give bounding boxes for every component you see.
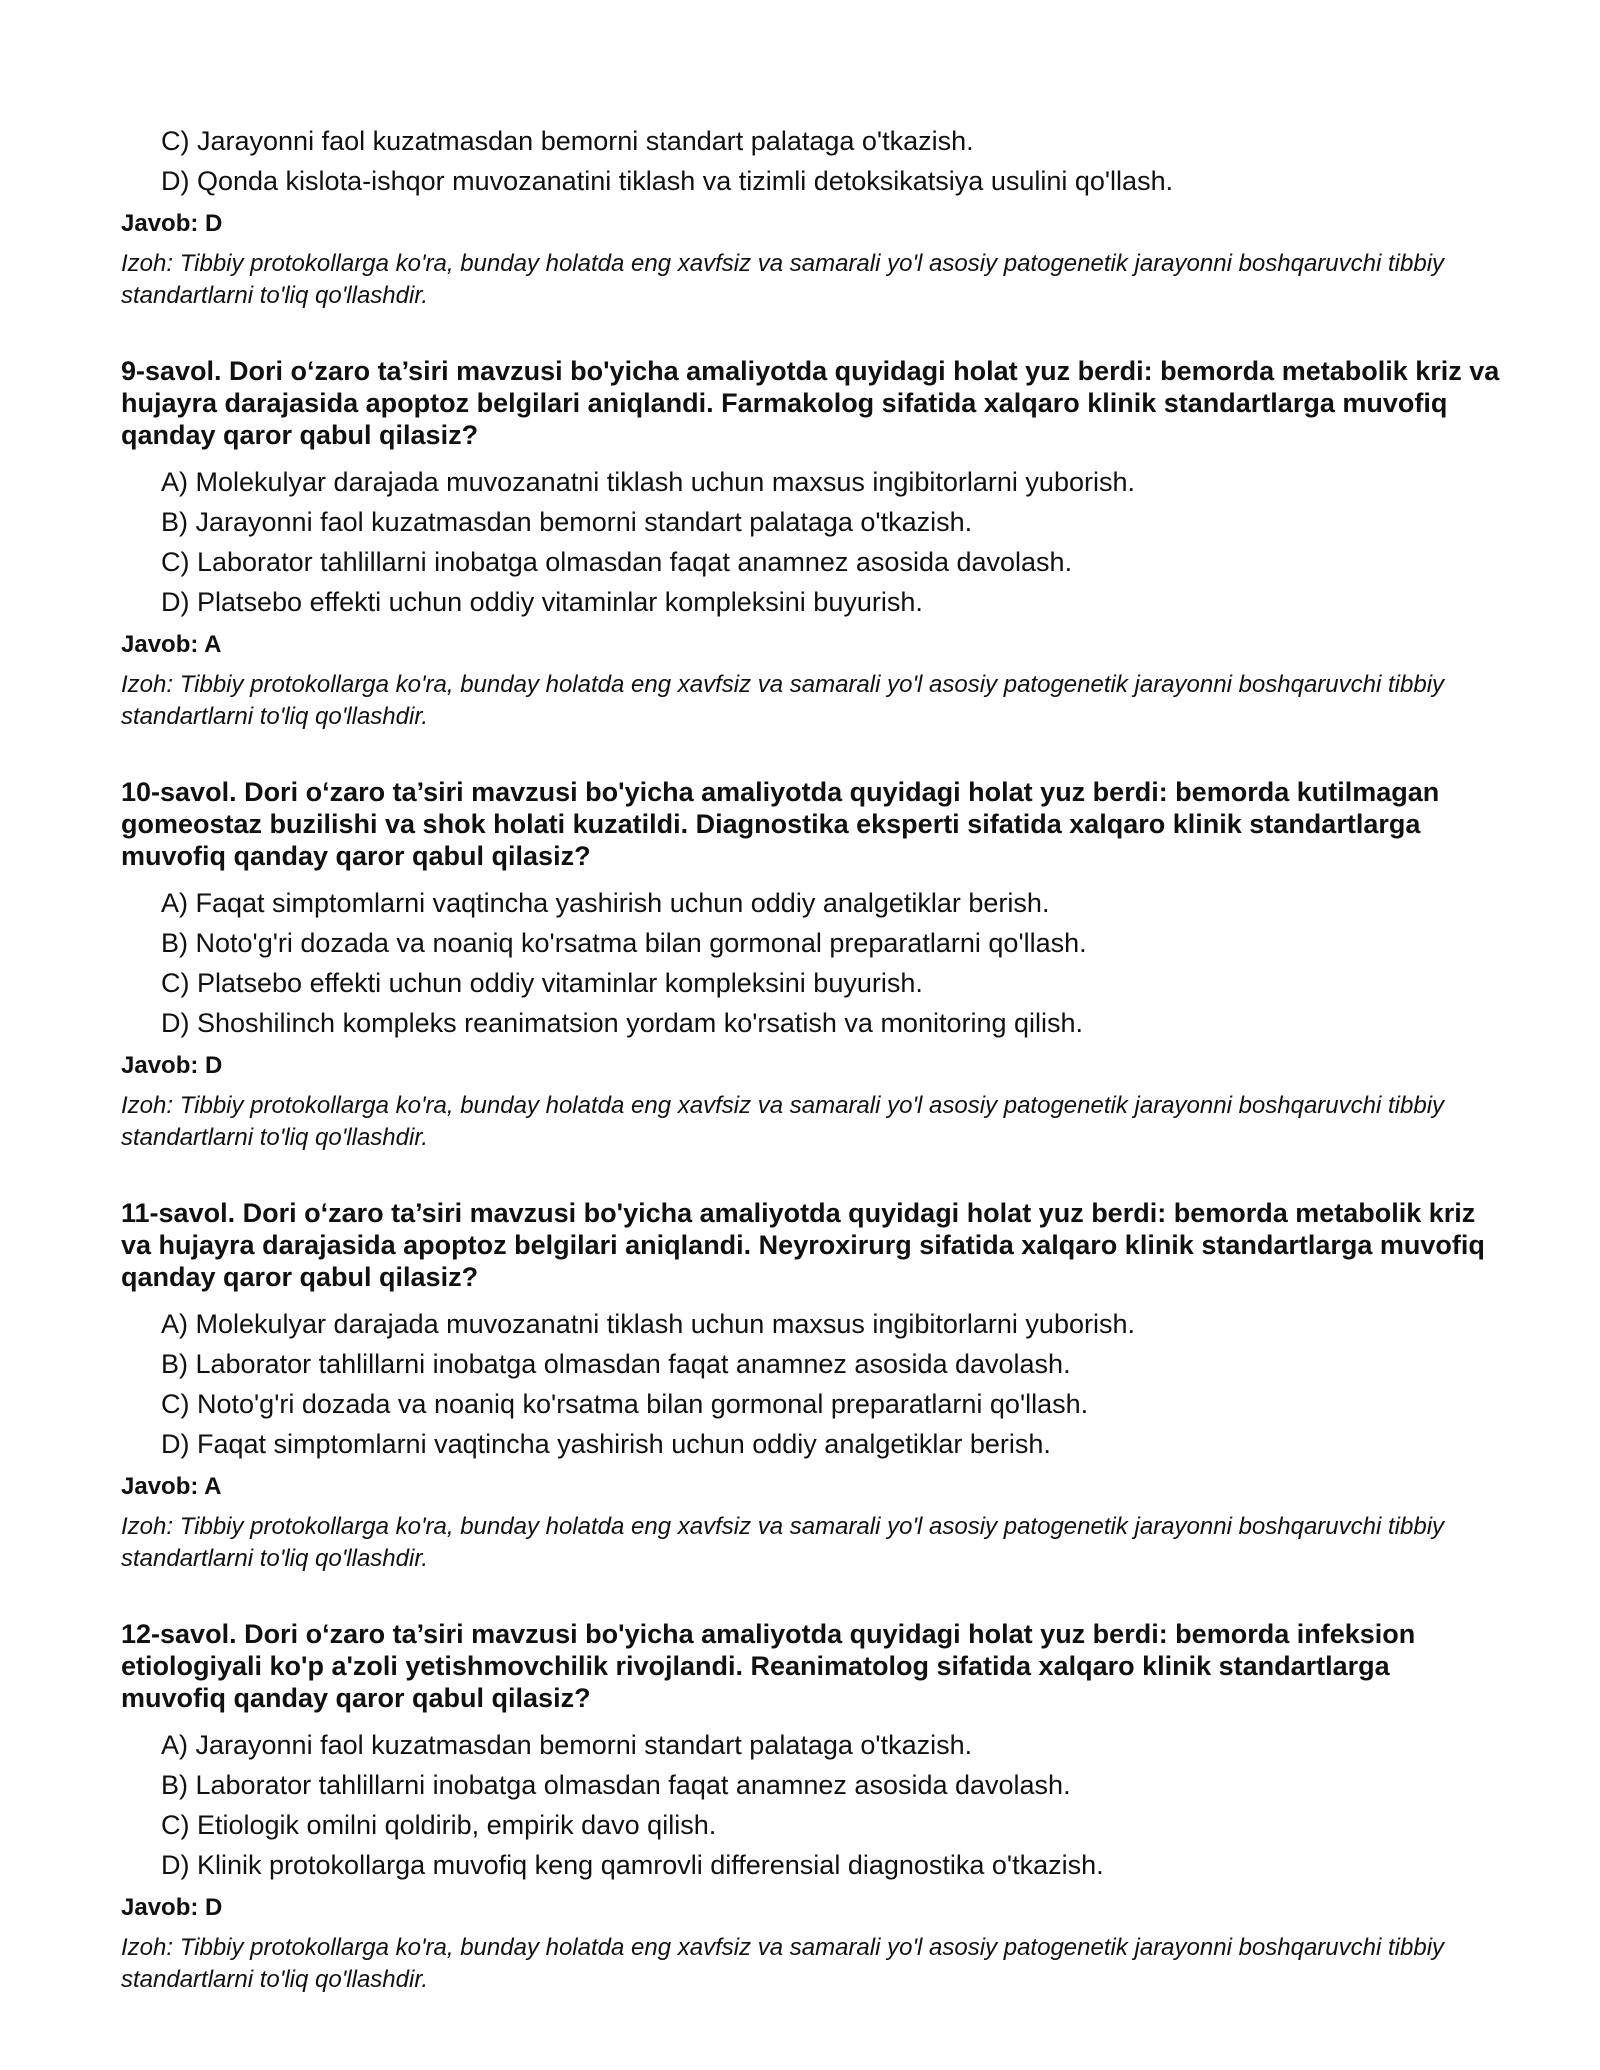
explanation-note: Izoh: Tibbiy protokollarga ko'ra, bunday holatda eng xavfsiz va samarali yo'l asosiy patogenetik jarayonni boshqaruvchi tibbiy standartlarni to'liq qo'llashdir. [121,1934,1445,1993]
option-d: D) Klinik protokollarga muvofiq keng qamrovli differensial diagnostika o'tkazish. [161,1850,1104,1880]
answer-label: Javob: A [121,631,222,658]
explanation-note: Izoh: Tibbiy protokollarga ko'ra, bunday holatda eng xavfsiz va samarali yo'l asosiy patogenetik jarayonni boshqaruvchi tibbiy standartlarni to'liq qo'llashdir. [121,671,1445,730]
option-b: B) Laborator tahlillarni inobatga olmasdan faqat anamnez asosida davolash. [161,1770,1071,1800]
explanation-note: Izoh: Tibbiy protokollarga ko'ra, bunday holatda eng xavfsiz va samarali yo'l asosiy patogenetik jarayonni boshqaruvchi tibbiy standartlarni to'liq qo'llashdir. [121,1513,1445,1572]
question-title: 12-savol. Dori o‘zaro ta’siri mavzusi bo'yicha amaliyotda quyidagi holat yuz berdi: bemorda infeksion etiologiyali ko'p a'zoli yetishmovchilik rivojlandi. Reanimatolog sifatida xalqaro klinik standartlarga muvofiq qanday qaror qabul qilasiz? [121,1619,1416,1713]
question-title: 11-savol. Dori o‘zaro ta’siri mavzusi bo'yicha amaliyotda quyidagi holat yuz berdi: bemorda metabolik kriz va hujayra darajasida apoptoz belgilari aniqlandi. Neyroxirurg sifatida xalqaro klinik standartlarga muvofiq qanday qaror qabul qilasiz? [121,1198,1485,1292]
answer-label: Javob: A [121,1473,222,1500]
question-title: 9-savol. Dori o‘zaro ta’siri mavzusi bo'yicha amaliyotda quyidagi holat yuz berdi: bemorda metabolik kriz va hujayra darajasida apoptoz belgilari aniqlandi. Farmakolog sifatida xalqaro klinik standartlarga muvofiq qanday qaror qabul qilasiz? [121,356,1500,450]
answer-label: Javob: D [121,1052,223,1079]
option-c: C) Noto'g'ri dozada va noaniq ko'rsatma bilan gormonal preparatlarni qo'llash. [161,1389,1089,1419]
option-b: B) Laborator tahlillarni inobatga olmasdan faqat anamnez asosida davolash. [161,1349,1071,1379]
question-block-11 [121,1197,1501,1575]
option-d: D) Faqat simptomlarni vaqtincha yashirish uchun oddiy analgetiklar berish. [161,1429,1051,1459]
explanation-note: Izoh: Tibbiy protokollarga ko'ra, bunday holatda eng xavfsiz va samarali yo'l asosiy patogenetik jarayonni boshqaruvchi tibbiy standartlarni to'liq qo'llashdir. [121,1092,1445,1151]
option-c: C) Jarayonni faol kuzatmasdan bemorni standart palataga o'tkazish. [161,126,974,156]
option-b: B) Jarayonni faol kuzatmasdan bemorni standart palataga o'tkazish. [161,507,973,537]
option-a: A) Molekulyar darajada muvozanatni tiklash uchun maxsus ingibitorlarni yuborish. [161,467,1135,497]
option-a: A) Molekulyar darajada muvozanatni tiklash uchun maxsus ingibitorlarni yuborish. [161,1309,1135,1339]
question-block-12 [121,1618,1501,1996]
answer-label: Javob: D [121,1894,223,1921]
document-page [121,121,1501,2039]
explanation-note: Izoh: Tibbiy protokollarga ko'ra, bunday holatda eng xavfsiz va samarali yo'l asosiy patogenetik jarayonni boshqaruvchi tibbiy standartlarni to'liq qo'llashdir. [121,250,1445,309]
answer-label: Javob: D [121,210,223,237]
question-block-10 [121,776,1501,1154]
option-c: C) Etiologik omilni qoldirib, empirik davo qilish. [161,1810,717,1840]
option-b: B) Noto'g'ri dozada va noaniq ko'rsatma bilan gormonal preparatlarni qo'llash. [161,928,1087,958]
option-d: D) Qonda kislota-ishqor muvozanatini tiklash va tizimli detoksikatsiya usulini qo'llash. [161,166,1174,196]
option-d: D) Platsebo effekti uchun oddiy vitaminlar kompleksini buyurish. [161,587,923,617]
question-block-9 [121,355,1501,733]
option-c: C) Platsebo effekti uchun oddiy vitaminlar kompleksini buyurish. [161,968,923,998]
option-c: C) Laborator tahlillarni inobatga olmasdan faqat anamnez asosida davolash. [161,547,1073,577]
question-title: 10-savol. Dori o‘zaro ta’siri mavzusi bo'yicha amaliyotda quyidagi holat yuz berdi: bemorda kutilmagan gomeostaz buzilishi va shok holati kuzatildi. Diagnostika eksperti sifatida xalqaro klinik standartlarga muvofiq qanday qaror qabul qilasiz? [121,777,1440,871]
option-a: A) Jarayonni faol kuzatmasdan bemorni standart palataga o'tkazish. [161,1730,973,1760]
option-a: A) Faqat simptomlarni vaqtincha yashirish uchun oddiy analgetiklar berish. [161,888,1050,918]
question-block-continued [121,121,1501,312]
option-d: D) Shoshilinch kompleks reanimatsion yordam ko'rsatish va monitoring qilish. [161,1008,1084,1038]
